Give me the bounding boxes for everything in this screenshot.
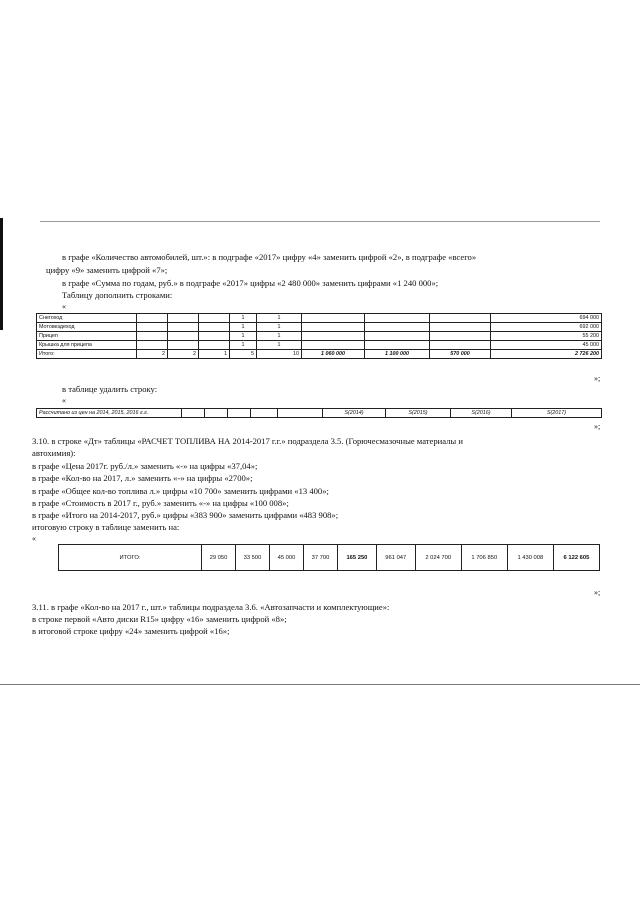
text-line-11: в графе «Стоимость в 2017 г., руб.» заменить «-» на цифры «100 008»; [32,498,289,508]
close-quote-2: »; [594,422,601,431]
table-fuel-total [58,544,600,571]
text-line-12: в графе «Итого на 2014-2017, руб.» цифры «383 900» заменить цифрами «483 908»; [32,510,339,520]
cell-total: 55 200 [491,332,602,341]
cell: 165 250 [338,545,377,571]
close-quote-1: »; [594,374,601,383]
text-line-2: цифру «9» заменить цифрой «7»; [46,265,168,275]
cell: S(2017) [512,409,602,418]
cell: 10 [257,350,302,359]
cell: 1 430 008 [507,545,553,571]
row-name: Итого: [37,350,137,359]
text-line-8: в графе «Цена 2017г. руб./л.» заменить «-» на цифры «37,04»; [32,461,258,471]
cell: 961 047 [376,545,415,571]
text-line-13: итоговую строку в таблице заменить на: [32,522,180,532]
close-quote-3: »; [594,588,601,597]
cell: 1 100 000 [365,350,430,359]
row-name: ИТОГО: [59,545,202,571]
cell: S(2015) [386,409,451,418]
open-quote-1: « [62,302,66,311]
cell: 1 [257,341,302,350]
table-row [37,409,602,418]
cell: S(2016) [451,409,512,418]
table-added-rows [36,313,602,359]
text-line-14: 3.11. в графе «Кол-во на 2017 г., шт.» таблицы подраздела 3.6. «Автозапчасти и комплектующие»: [32,602,390,612]
table-row [37,314,602,323]
cell: 1 060 000 [302,350,365,359]
cell-total: 45 000 [491,341,602,350]
cell: 1 [257,314,302,323]
cell: 33 500 [236,545,270,571]
table-total-row [59,545,600,571]
cell: 2 [168,350,199,359]
cell: S(2014) [323,409,386,418]
table-row [37,341,602,350]
cell-total: 694 000 [491,314,602,323]
text-line-9: в графе «Кол-во на 2017, л.» заменить «-» на цифры «2700»; [32,473,253,483]
table-row [37,332,602,341]
cell: 1 [199,350,230,359]
text-line-16: в итоговой строке цифру «24» заменить цифрой «16»; [32,626,230,636]
text-line-7: автохимия): [32,448,76,458]
cell: 1 [230,314,257,323]
row-name: Крышка для прицепа [37,341,137,350]
text-line-10: в графе «Общее кол-во топлива л.» цифры «10 700» заменить цифрами «13 400»; [32,486,329,496]
text-line-3: в графе «Сумма по годам, руб.» в подграфе «2017» цифры «2 480 000» заменить цифрами «1 240 000»; [62,278,439,288]
row-name: Мотовездеход [37,323,137,332]
text-line-15: в строке первой «Авто диски R15» цифру «16» заменить цифрой «8»; [32,614,287,624]
cell: 2 [137,350,168,359]
cell: 45 000 [270,545,304,571]
cell: 570 000 [430,350,491,359]
top-rule [40,221,600,222]
cell: 37 700 [304,545,338,571]
cell-total: 2 726 200 [491,350,602,359]
cell: 1 [230,323,257,332]
left-edge-bar [0,218,3,330]
row-name: Снегоход [37,314,137,323]
cell: 1 706 850 [461,545,507,571]
cell: 1 [257,323,302,332]
row-name: Рассчитано из цен на 2014, 2015, 2016 г.г. [37,409,182,418]
text-line-1: в графе «Количество автомобилей, шт.»: в подграфе «2017» цифру «4» заменить цифрой «2», в подграфе «всего» [62,252,477,262]
open-quote-3: « [32,534,36,543]
cell-total: 692 000 [491,323,602,332]
table-deleted-row [36,408,602,418]
text-line-4: Таблицу дополнить строками: [62,290,173,300]
cell: 6 122 605 [553,545,599,571]
cell: 1 [230,341,257,350]
cell: 1 [257,332,302,341]
cell: 1 [230,332,257,341]
table-row [37,323,602,332]
table-total-row [37,350,602,359]
cell: 29 050 [202,545,236,571]
text-line-5: в таблице удалить строку: [62,384,158,394]
text-line-6: 3.10. в строке «Дт» таблицы «РАСЧЕТ ТОПЛИВА НА 2014-2017 г.г.» подраздела 3.5. (Горючесмазочные материалы и [32,436,463,446]
cell: 5 [230,350,257,359]
bottom-rule [0,684,640,685]
row-name: Прицеп [37,332,137,341]
open-quote-2: « [62,396,66,405]
cell: 2 024 700 [415,545,461,571]
